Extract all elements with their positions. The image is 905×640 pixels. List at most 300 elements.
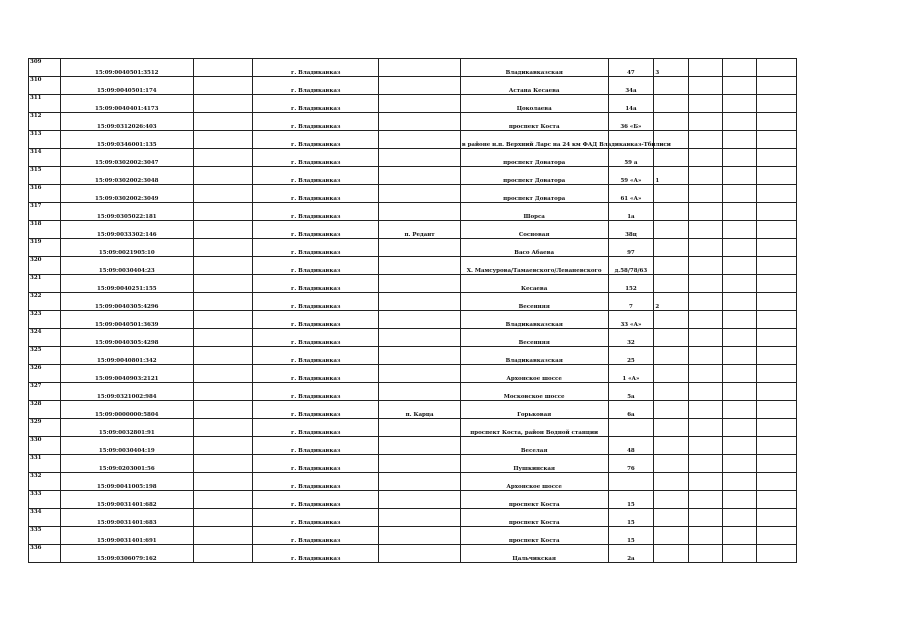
empty-cell	[722, 131, 757, 149]
house-cell: 33 «А»	[608, 311, 654, 329]
row-number: 317	[29, 203, 61, 221]
empty-cell	[193, 527, 252, 545]
house-cell: 34а	[608, 77, 654, 95]
table-row	[29, 131, 797, 149]
district-cell: п. Редант	[379, 221, 460, 239]
street-cell: проспект Доватора	[460, 167, 608, 185]
street-cell: Сосновая	[460, 221, 608, 239]
empty-cell	[193, 131, 252, 149]
row-number: 331	[29, 455, 61, 473]
registry-table	[28, 58, 797, 563]
empty-cell	[193, 95, 252, 113]
empty-cell	[193, 509, 252, 527]
district-cell	[379, 509, 460, 527]
empty-cell	[757, 185, 797, 203]
empty-cell	[193, 455, 252, 473]
empty-cell	[688, 527, 722, 545]
empty-cell	[722, 77, 757, 95]
empty-cell	[722, 257, 757, 275]
row-number: 322	[29, 293, 61, 311]
row-number: 332	[29, 473, 61, 491]
district-cell	[379, 311, 460, 329]
empty-cell	[722, 149, 757, 167]
empty-cell	[193, 347, 252, 365]
empty-cell	[757, 473, 797, 491]
district-cell	[379, 329, 460, 347]
district-cell	[379, 293, 460, 311]
empty-cell	[193, 419, 252, 437]
street-cell: Горьковая	[460, 401, 608, 419]
empty-cell	[688, 473, 722, 491]
cadastral-number: 15:09:0040501:3512	[60, 59, 193, 77]
district-cell	[379, 185, 460, 203]
empty-cell	[722, 347, 757, 365]
count-cell	[654, 347, 689, 365]
street-cell: Пушкинская	[460, 455, 608, 473]
table-row	[29, 455, 797, 473]
city-cell: г. Владикавказ	[253, 509, 379, 527]
table-row	[29, 257, 797, 275]
street-cell: Цальчикская	[460, 545, 608, 563]
empty-cell	[722, 293, 757, 311]
district-cell	[379, 131, 460, 149]
district-cell	[379, 527, 460, 545]
empty-cell	[722, 473, 757, 491]
cadastral-number: 15:09:0306079:162	[60, 545, 193, 563]
empty-cell	[688, 383, 722, 401]
count-cell	[654, 491, 689, 509]
street-cell: проспект Коста	[460, 491, 608, 509]
cadastral-number: 15:09:0031401:683	[60, 509, 193, 527]
empty-cell	[757, 257, 797, 275]
district-cell	[379, 275, 460, 293]
cadastral-number: 15:09:0040501:174	[60, 77, 193, 95]
house-cell	[608, 473, 654, 491]
row-number: 334	[29, 509, 61, 527]
empty-cell	[193, 185, 252, 203]
empty-cell	[193, 149, 252, 167]
count-cell	[654, 545, 689, 563]
street-cell: Х. Мамсурова/Тамаевского/Леваневского	[460, 257, 608, 275]
count-cell	[654, 365, 689, 383]
city-cell: г. Владикавказ	[253, 221, 379, 239]
empty-cell	[722, 401, 757, 419]
cadastral-number: 15:09:0030404:19	[60, 437, 193, 455]
district-cell	[379, 113, 460, 131]
empty-cell	[193, 545, 252, 563]
empty-cell	[757, 131, 797, 149]
city-cell: г. Владикавказ	[253, 419, 379, 437]
house-cell: д.58/78/63	[608, 257, 654, 275]
city-cell: г. Владикавказ	[253, 473, 379, 491]
cadastral-number: 15:09:0302002:3048	[60, 167, 193, 185]
count-cell: 1	[654, 167, 689, 185]
city-cell: г. Владикавказ	[253, 239, 379, 257]
empty-cell	[722, 167, 757, 185]
district-cell	[379, 473, 460, 491]
empty-cell	[688, 131, 722, 149]
city-cell: г. Владикавказ	[253, 131, 379, 149]
table-row	[29, 545, 797, 563]
house-cell: 2а	[608, 545, 654, 563]
empty-cell	[757, 329, 797, 347]
street-cell: Васо Абаева	[460, 239, 608, 257]
empty-cell	[688, 95, 722, 113]
district-cell	[379, 437, 460, 455]
house-cell: 97	[608, 239, 654, 257]
city-cell: г. Владикавказ	[253, 329, 379, 347]
street-cell: проспект Коста, район Водной станции	[460, 419, 608, 437]
empty-cell	[193, 221, 252, 239]
empty-cell	[757, 239, 797, 257]
row-number: 313	[29, 131, 61, 149]
empty-cell	[757, 113, 797, 131]
empty-cell	[722, 455, 757, 473]
table-row	[29, 275, 797, 293]
empty-cell	[757, 59, 797, 77]
house-cell: 1 «А»	[608, 365, 654, 383]
row-number: 328	[29, 401, 61, 419]
district-cell	[379, 257, 460, 275]
empty-cell	[688, 257, 722, 275]
empty-cell	[688, 437, 722, 455]
count-cell	[654, 95, 689, 113]
empty-cell	[193, 77, 252, 95]
empty-cell	[722, 221, 757, 239]
empty-cell	[193, 275, 252, 293]
empty-cell	[757, 149, 797, 167]
empty-cell	[193, 293, 252, 311]
count-cell	[654, 401, 689, 419]
count-cell	[654, 185, 689, 203]
row-number: 324	[29, 329, 61, 347]
row-number: 329	[29, 419, 61, 437]
street-cell: Кесаева	[460, 275, 608, 293]
empty-cell	[193, 239, 252, 257]
cadastral-number: 15:09:0040501:3639	[60, 311, 193, 329]
table-row	[29, 437, 797, 455]
city-cell: г. Владикавказ	[253, 203, 379, 221]
house-cell: 15	[608, 509, 654, 527]
empty-cell	[193, 473, 252, 491]
table-row	[29, 401, 797, 419]
table-row	[29, 95, 797, 113]
row-number: 321	[29, 275, 61, 293]
street-cell: Шорса	[460, 203, 608, 221]
count-cell	[654, 383, 689, 401]
empty-cell	[688, 419, 722, 437]
empty-cell	[757, 401, 797, 419]
row-number: 318	[29, 221, 61, 239]
empty-cell	[757, 293, 797, 311]
district-cell	[379, 455, 460, 473]
table-row	[29, 329, 797, 347]
city-cell: г. Владикавказ	[253, 545, 379, 563]
empty-cell	[688, 401, 722, 419]
city-cell: г. Владикавказ	[253, 257, 379, 275]
empty-cell	[722, 491, 757, 509]
city-cell: г. Владикавказ	[253, 59, 379, 77]
empty-cell	[688, 77, 722, 95]
empty-cell	[757, 527, 797, 545]
empty-cell	[688, 59, 722, 77]
count-cell: 2	[654, 293, 689, 311]
street-cell: Веселая	[460, 437, 608, 455]
row-number: 314	[29, 149, 61, 167]
table-row	[29, 203, 797, 221]
cadastral-number: 15:09:0033302:146	[60, 221, 193, 239]
house-cell: 48	[608, 437, 654, 455]
count-cell	[654, 113, 689, 131]
empty-cell	[757, 491, 797, 509]
empty-cell	[757, 311, 797, 329]
table-row	[29, 383, 797, 401]
house-cell: 5а	[608, 383, 654, 401]
empty-cell	[757, 347, 797, 365]
cadastral-number: 15:09:0040801:342	[60, 347, 193, 365]
cadastral-number: 15:09:0031401:691	[60, 527, 193, 545]
cadastral-number: 15:09:0000000:5804	[60, 401, 193, 419]
count-cell	[654, 221, 689, 239]
street-cell: проспект Коста	[460, 527, 608, 545]
city-cell: г. Владикавказ	[253, 455, 379, 473]
empty-cell	[193, 383, 252, 401]
district-cell	[379, 365, 460, 383]
house-cell: 15	[608, 491, 654, 509]
cadastral-number: 15:09:0040401:4173	[60, 95, 193, 113]
city-cell: г. Владикавказ	[253, 527, 379, 545]
empty-cell	[688, 221, 722, 239]
count-cell	[654, 77, 689, 95]
count-cell	[654, 419, 689, 437]
cadastral-number: 15:09:0312026:403	[60, 113, 193, 131]
row-number: 333	[29, 491, 61, 509]
row-number: 325	[29, 347, 61, 365]
cadastral-number: 15:09:0305022:181	[60, 203, 193, 221]
empty-cell	[688, 275, 722, 293]
house-cell: 25	[608, 347, 654, 365]
row-number: 320	[29, 257, 61, 275]
house-cell: 14а	[608, 95, 654, 113]
row-number: 310	[29, 77, 61, 95]
district-cell	[379, 383, 460, 401]
empty-cell	[722, 203, 757, 221]
street-cell: Весенняя	[460, 329, 608, 347]
empty-cell	[722, 329, 757, 347]
empty-cell	[722, 545, 757, 563]
row-number: 327	[29, 383, 61, 401]
row-number: 316	[29, 185, 61, 203]
house-cell: 59 «А»	[608, 167, 654, 185]
empty-cell	[688, 167, 722, 185]
empty-cell	[193, 203, 252, 221]
empty-cell	[193, 113, 252, 131]
street-cell: проспект Доватора	[460, 149, 608, 167]
cadastral-number: 15:09:0321002:984	[60, 383, 193, 401]
empty-cell	[722, 311, 757, 329]
city-cell: г. Владикавказ	[253, 113, 379, 131]
empty-cell	[688, 239, 722, 257]
count-cell	[654, 257, 689, 275]
city-cell: г. Владикавказ	[253, 95, 379, 113]
empty-cell	[688, 491, 722, 509]
district-cell	[379, 167, 460, 185]
cadastral-number: 15:09:0040305:4298	[60, 329, 193, 347]
empty-cell	[688, 455, 722, 473]
street-cell: проспект Коста	[460, 113, 608, 131]
empty-cell	[688, 293, 722, 311]
count-cell	[654, 239, 689, 257]
district-cell	[379, 239, 460, 257]
cadastral-number: 15:09:0032801:91	[60, 419, 193, 437]
empty-cell	[757, 383, 797, 401]
cadastral-number: 15:09:0021905:10	[60, 239, 193, 257]
city-cell: г. Владикавказ	[253, 185, 379, 203]
table-row	[29, 311, 797, 329]
district-cell	[379, 203, 460, 221]
street-cell: проспект Доватора	[460, 185, 608, 203]
row-number: 330	[29, 437, 61, 455]
empty-cell	[757, 167, 797, 185]
city-cell: г. Владикавказ	[253, 77, 379, 95]
table-row	[29, 185, 797, 203]
table-row	[29, 167, 797, 185]
count-cell	[654, 149, 689, 167]
row-number: 335	[29, 527, 61, 545]
district-cell	[379, 545, 460, 563]
street-cell: проспект Коста	[460, 509, 608, 527]
row-number: 309	[29, 59, 61, 77]
empty-cell	[757, 221, 797, 239]
empty-cell	[688, 149, 722, 167]
table-row	[29, 221, 797, 239]
house-cell: 36 «Б»	[608, 113, 654, 131]
table-row	[29, 419, 797, 437]
table-row	[29, 473, 797, 491]
city-cell: г. Владикавказ	[253, 167, 379, 185]
city-cell: г. Владикавказ	[253, 437, 379, 455]
count-cell	[654, 311, 689, 329]
table-row	[29, 347, 797, 365]
empty-cell	[757, 203, 797, 221]
empty-cell	[193, 401, 252, 419]
empty-cell	[722, 383, 757, 401]
district-cell	[379, 347, 460, 365]
row-number: 312	[29, 113, 61, 131]
city-cell: г. Владикавказ	[253, 383, 379, 401]
empty-cell	[688, 545, 722, 563]
street-cell: Архонское шоссе	[460, 365, 608, 383]
house-cell: 32	[608, 329, 654, 347]
empty-cell	[688, 365, 722, 383]
empty-cell	[193, 167, 252, 185]
empty-cell	[757, 545, 797, 563]
table-row	[29, 527, 797, 545]
row-number: 336	[29, 545, 61, 563]
street-cell: Владикавказская	[460, 59, 608, 77]
table-row	[29, 365, 797, 383]
district-cell	[379, 491, 460, 509]
empty-cell	[688, 113, 722, 131]
cadastral-number: 15:09:0040251:155	[60, 275, 193, 293]
empty-cell	[757, 455, 797, 473]
count-cell	[654, 455, 689, 473]
city-cell: г. Владикавказ	[253, 275, 379, 293]
empty-cell	[722, 365, 757, 383]
house-cell: 61 «А»	[608, 185, 654, 203]
empty-cell	[757, 77, 797, 95]
house-cell: 59 а	[608, 149, 654, 167]
empty-cell	[688, 203, 722, 221]
table-row	[29, 77, 797, 95]
street-cell: Владикавказская	[460, 347, 608, 365]
empty-cell	[193, 59, 252, 77]
empty-cell	[688, 185, 722, 203]
district-cell	[379, 149, 460, 167]
empty-cell	[722, 419, 757, 437]
house-cell: 47	[608, 59, 654, 77]
row-number: 319	[29, 239, 61, 257]
table-row	[29, 491, 797, 509]
count-cell	[654, 509, 689, 527]
house-cell: 76	[608, 455, 654, 473]
row-number: 315	[29, 167, 61, 185]
empty-cell	[722, 239, 757, 257]
empty-cell	[722, 437, 757, 455]
city-cell: г. Владикавказ	[253, 491, 379, 509]
empty-cell	[193, 365, 252, 383]
cadastral-number: 15:09:0302002:3047	[60, 149, 193, 167]
street-cell: Цоколаева	[460, 95, 608, 113]
count-cell: 3	[654, 59, 689, 77]
house-cell: 15	[608, 527, 654, 545]
district-cell	[379, 77, 460, 95]
house-cell	[608, 419, 654, 437]
cadastral-number: 15:09:0346001:135	[60, 131, 193, 149]
row-number: 311	[29, 95, 61, 113]
district-cell	[379, 95, 460, 113]
empty-cell	[193, 257, 252, 275]
table-row	[29, 239, 797, 257]
house-cell: 7	[608, 293, 654, 311]
cadastral-number: 15:09:0030404:23	[60, 257, 193, 275]
table-row	[29, 293, 797, 311]
empty-cell	[193, 311, 252, 329]
row-number: 323	[29, 311, 61, 329]
district-cell	[379, 419, 460, 437]
house-cell: 38ц	[608, 221, 654, 239]
empty-cell	[722, 113, 757, 131]
cadastral-number: 15:09:0302002:3049	[60, 185, 193, 203]
empty-cell	[688, 311, 722, 329]
city-cell: г. Владикавказ	[253, 293, 379, 311]
empty-cell	[757, 419, 797, 437]
empty-cell	[688, 509, 722, 527]
table-row	[29, 113, 797, 131]
street-cell: Владикавказская	[460, 311, 608, 329]
count-cell	[654, 275, 689, 293]
count-cell	[654, 203, 689, 221]
empty-cell	[722, 185, 757, 203]
table-row	[29, 509, 797, 527]
count-cell	[654, 527, 689, 545]
empty-cell	[193, 329, 252, 347]
district-cell: п. Карца	[379, 401, 460, 419]
empty-cell	[193, 491, 252, 509]
street-cell: Архонское шоссе	[460, 473, 608, 491]
empty-cell	[757, 275, 797, 293]
city-cell: г. Владикавказ	[253, 347, 379, 365]
